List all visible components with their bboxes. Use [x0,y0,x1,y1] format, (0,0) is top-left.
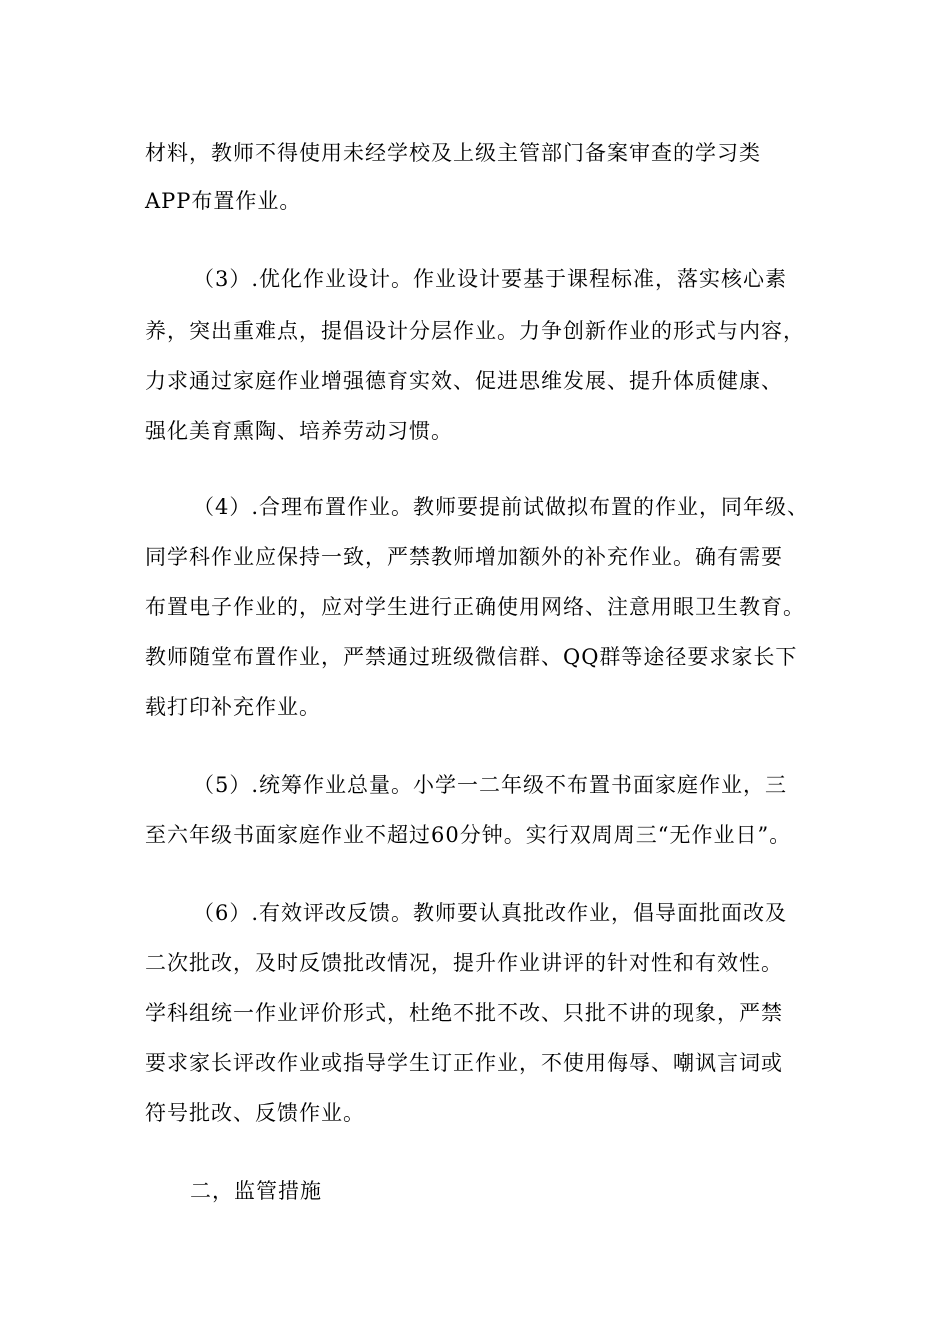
paragraph-line: （5）.统筹作业总量。小学一二年级不布置书面家庭作业，三 [193,773,788,797]
paragraph-line: 材料，教师不得使用未经学校及上级主管部门备案审查的学习类 [145,141,761,165]
paragraph-line: 要求家长评改作业或指导学生订正作业，不使用侮辱、嘲讽言词或 [145,1051,783,1075]
paragraph-line: （4）.合理布置作业。教师要提前试做拟布置的作业，同年级、 [193,495,810,519]
paragraph-line: 养，突出重难点，提倡设计分层作业。力争创新作业的形式与内容， [145,319,805,343]
paragraph-line: 力求通过家庭作业增强德育实效、促进思维发展、提升体质健康、 [145,369,783,393]
paragraph-line: （6）.有效评改反馈。教师要认真批改作业，倡导面批面改及 [193,901,788,925]
paragraph-line: 教师随堂布置作业，严禁通过班级微信群、QQ群等途径要求家长下 [145,645,798,669]
paragraph-line: （3）.优化作业设计。作业设计要基于课程标准，落实核心素 [193,267,788,291]
paragraph-line: 符号批改、反馈作业。 [145,1101,365,1125]
paragraph-line: APP布置作业。 [145,189,302,213]
paragraph-line: 二次批改，及时反馈批改情况，提升作业讲评的针对性和有效性。 [145,951,783,975]
paragraph-line: 布置电子作业的，应对学生进行正确使用网络、注意用眼卫生教育。 [145,595,805,619]
paragraph-line: 学科组统一作业评价形式，杜绝不批不改、只批不讲的现象，严禁 [145,1001,783,1025]
paragraph-line: 同学科作业应保持一致，严禁教师增加额外的补充作业。确有需要 [145,545,783,569]
section-heading: 二，监管措施 [190,1179,322,1203]
paragraph-line: 至六年级书面家庭作业不超过60分钟。实行双周周三“无作业日”。 [145,823,792,847]
paragraph-line: 载打印补充作业。 [145,695,321,719]
paragraph-line: 强化美育熏陶、培养劳动习惯。 [145,419,453,443]
